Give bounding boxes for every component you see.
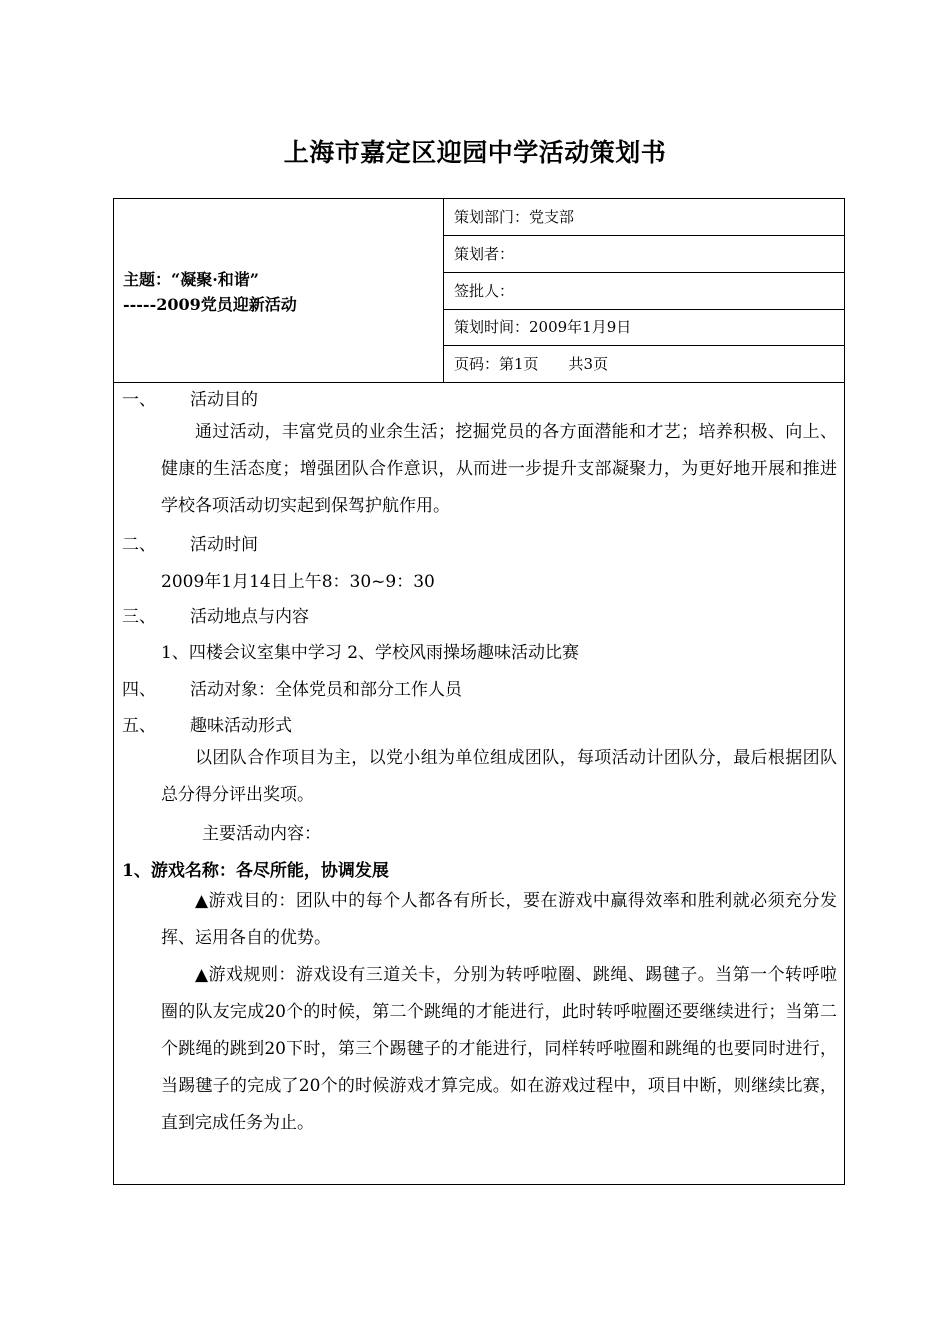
section-title: 趣味活动形式 bbox=[190, 716, 292, 736]
theme-text bbox=[123, 267, 297, 317]
game-rules-paragraph: ▲游戏规则：游戏设有三道关卡，分别为转呼啦圈、跳绳、踢毽子。当第一个转呼啦圈的队友完成20个的时候，第二个跳绳的才能进行，此时转呼啦圈还要继续进行；当第二个跳绳的跳到20下时，第三个踢毽子的才能进行，同样转呼啦圈和跳绳的也要同时进行，当踢毽子的完成了20个的时候游戏才算完成。如在游戏过程中，项目中断，则继续比赛，直到完成任务为止。 bbox=[161, 965, 837, 1133]
section-title: 活动对象：全体党员和部分工作人员 bbox=[190, 680, 462, 700]
form-paragraph: 以团队合作项目为主，以党小组为单位组成团队，每项活动计团队分，最后根据团队总分得分评出奖项。 bbox=[161, 748, 837, 805]
meta-plan-time: 策划时间：2009年1月9日 bbox=[444, 309, 845, 346]
section-number: 一、 bbox=[122, 390, 156, 410]
meta-planner: 策划者： bbox=[444, 236, 845, 273]
time-text: 2009年1月14日上午8：30~9：30 bbox=[161, 572, 435, 592]
plan-table bbox=[113, 198, 845, 1185]
section-title: 活动目的 bbox=[190, 390, 258, 410]
section-number: 二、 bbox=[122, 535, 156, 555]
purpose-paragraph: 通过活动，丰富党员的业余生活；挖掘党员的各方面潜能和才艺；培养积极、向上、健康的生活态度；增强团队合作意识，从而进一步提升支部凝聚力，为更好地开展和推进学校各项活动切实起到保驾护航作用。 bbox=[161, 422, 837, 516]
theme-line-1: 主题：“凝聚·和谐” bbox=[123, 270, 259, 289]
section-number: 五、 bbox=[122, 716, 156, 736]
place-text: 1、四楼会议室集中学习 2、学校风雨操场趣味活动比赛 bbox=[161, 643, 580, 663]
meta-approver: 签批人： bbox=[444, 273, 845, 310]
section-title: 活动时间 bbox=[190, 535, 258, 555]
section-number: 三、 bbox=[122, 607, 156, 627]
meta-department: 策划部门：党支部 bbox=[444, 199, 845, 236]
main-content-label: 主要活动内容： bbox=[202, 824, 321, 844]
section-title: 活动地点与内容 bbox=[190, 607, 309, 627]
header-divider bbox=[114, 382, 844, 383]
section-number: 四、 bbox=[122, 680, 156, 700]
game-title: 1、游戏名称：各尽所能，协调发展 bbox=[122, 861, 389, 881]
game-goal-paragraph: ▲游戏目的：团队中的每个人都各有所长，要在游戏中赢得效率和胜利就必须充分发挥、运用各自的优势。 bbox=[161, 891, 837, 948]
document-title: 上海市嘉定区迎园中学活动策划书 bbox=[283, 138, 667, 167]
meta-page: 页码：第1页 共3页 bbox=[454, 355, 609, 373]
theme-cell bbox=[114, 199, 444, 382]
theme-line-2: -----2009党员迎新活动 bbox=[123, 295, 297, 314]
